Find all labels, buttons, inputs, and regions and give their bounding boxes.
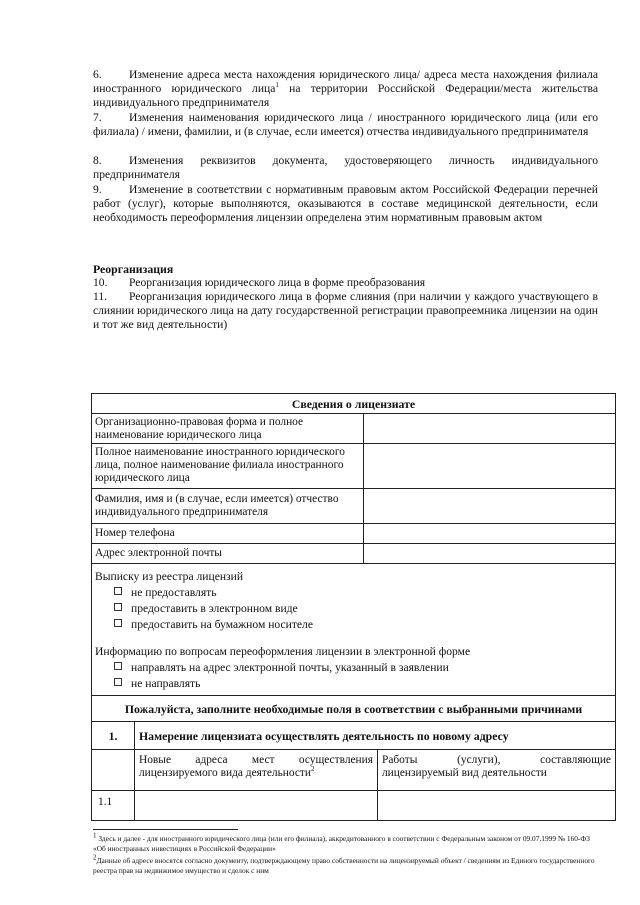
row-label: Полное наименование иностранного юридического лица, полное наименование филиала иностранного юридического лица xyxy=(95,446,345,484)
column-header-addresses: Новые адреса мест осуществления лицензируемого вида деятельности$^2$ xyxy=(134,750,377,790)
form-row-org-name xyxy=(92,414,615,444)
org-name-field[interactable] xyxy=(363,414,615,443)
item-number: 11. xyxy=(93,290,108,303)
list-item-8 xyxy=(93,154,598,182)
option-label: направлять на адрес электронной почты, указанный в заявлении xyxy=(131,661,449,674)
list-item-7 xyxy=(93,111,598,139)
item-text: Изменения реквизитов документа, удостоверяющего личность индивидуального предпринимателя xyxy=(93,154,598,181)
option-label: не направлять xyxy=(131,677,201,690)
footnote-separator xyxy=(93,829,238,830)
email-field[interactable] xyxy=(363,544,615,563)
list-item-10 xyxy=(93,276,598,290)
item-text: Изменение в соответствии с нормативным правовым актом Российской Федерации перечней работ (услуг), которые выполняются, оказываются в составе медицинской деятельности, если необходимость переоформления лицензии определена этим нормативным правовым актом xyxy=(93,183,598,224)
item-number: 9. xyxy=(93,183,102,196)
foreign-name-field[interactable] xyxy=(363,444,615,488)
footnote-2: $^2$Данные об адресе вносятся согласно документу, подтверждающему право собственности на лицензируемый объект / сведениям из Единого государственного реестра прав на недвижимое имущество и сделок с ним xyxy=(93,853,595,875)
works-input-cell[interactable] xyxy=(377,791,615,820)
entrepreneur-name-field[interactable] xyxy=(363,489,615,523)
footnote-1: $^1$ Здесь и далее - для иностранного юридического лица (или его филиала), аккредитованного в соответствии с Федеральным законом от 09.07.1999 № 160-ФЗ «Об иностранных инвестициях в Российской Федерации» xyxy=(93,831,590,853)
extract-option-electronic[interactable] xyxy=(114,601,298,616)
option-label: не предоставлять xyxy=(131,586,217,599)
row-label: Номер телефона xyxy=(95,527,175,539)
footnote-ref: 2 xyxy=(310,765,315,774)
column-header-works: Работы (услуги), составляющие лицензируемый вид деятельности xyxy=(377,750,615,790)
extract-label: Выписку из реестра лицензий xyxy=(95,570,244,583)
reorg-heading: Реорганизация xyxy=(93,262,174,276)
form-row-foreign-name xyxy=(92,444,615,489)
licensee-form xyxy=(91,393,616,821)
address-input-cell[interactable] xyxy=(134,791,377,820)
row-number: 1.1 xyxy=(98,796,113,808)
item-text: Изменения наименования юридического лица / иностранного юридического лица (или его филиала) / имени, фамилии, и (в случае, если имеется) отчества индивидуального предпринимателя xyxy=(93,111,598,138)
option-label: предоставить в электронном виде xyxy=(131,602,298,615)
checkbox-icon[interactable] xyxy=(114,678,122,686)
list-item-6 xyxy=(93,68,598,110)
empty-cell xyxy=(92,750,134,790)
form-row-phone xyxy=(92,524,615,544)
info-option-dont-send[interactable] xyxy=(114,676,200,691)
phone-field[interactable] xyxy=(363,524,615,543)
fill-notice: Пожалуйста, заполните необходимые поля в соответствии с выбранными причинами xyxy=(92,695,615,722)
section-title: Намерение лицензиата осуществлять деятельность по новому адресу xyxy=(134,722,615,749)
item-number: 7. xyxy=(93,111,102,124)
checkbox-icon[interactable] xyxy=(114,603,122,611)
section-number: 1. xyxy=(108,729,118,743)
footnote-ref: 1 xyxy=(275,81,279,90)
item-number: 10. xyxy=(93,276,108,289)
item-text-cont: на территории Российской Федерации/места жительства индивидуального предпринимателя xyxy=(93,82,598,109)
checkbox-icon[interactable] xyxy=(114,662,122,670)
extract-option-paper[interactable] xyxy=(114,617,313,632)
row-label: Организационно-правовая форма и полное наименование юридического лица xyxy=(95,416,304,441)
form-row-email xyxy=(92,544,615,564)
checkbox-icon[interactable] xyxy=(114,587,122,595)
info-option-send[interactable] xyxy=(114,660,449,675)
form-title: Сведения о лицензиате xyxy=(92,394,615,414)
option-label: предоставить на бумажном носителе xyxy=(131,618,313,631)
section-1-row-1 xyxy=(92,791,615,820)
item-text: Реорганизация юридического лица в форме слияния (при наличии у каждого участвующего в слиянии юридического лица на дату государственной регистрации правопреемника лицензии на один и тот же вид деятельности) xyxy=(93,290,598,331)
list-item-9 xyxy=(93,183,598,225)
item-text: Реорганизация юридического лица в форме преобразования xyxy=(129,276,426,289)
form-row-entrepreneur-name xyxy=(92,489,615,524)
info-label: Информацию по вопросам переоформления лицензии в электронной форме xyxy=(95,645,471,658)
item-text: Изменение адреса места нахождения юридического лица/ адреса места нахождения филиала иностранного юридического лица xyxy=(93,68,598,95)
item-number: 6. xyxy=(93,68,102,81)
list-item-11 xyxy=(93,290,598,332)
section-1-columns xyxy=(92,750,615,791)
extract-option-none[interactable] xyxy=(114,585,217,600)
row-label: Фамилия, имя и (в случае, если имеется) отчество индивидуального предпринимателя xyxy=(95,493,339,518)
item-number: 8. xyxy=(93,154,102,167)
checkbox-icon[interactable] xyxy=(114,619,122,627)
row-label: Адрес электронной почты xyxy=(95,547,222,559)
section-1-header xyxy=(92,722,615,750)
